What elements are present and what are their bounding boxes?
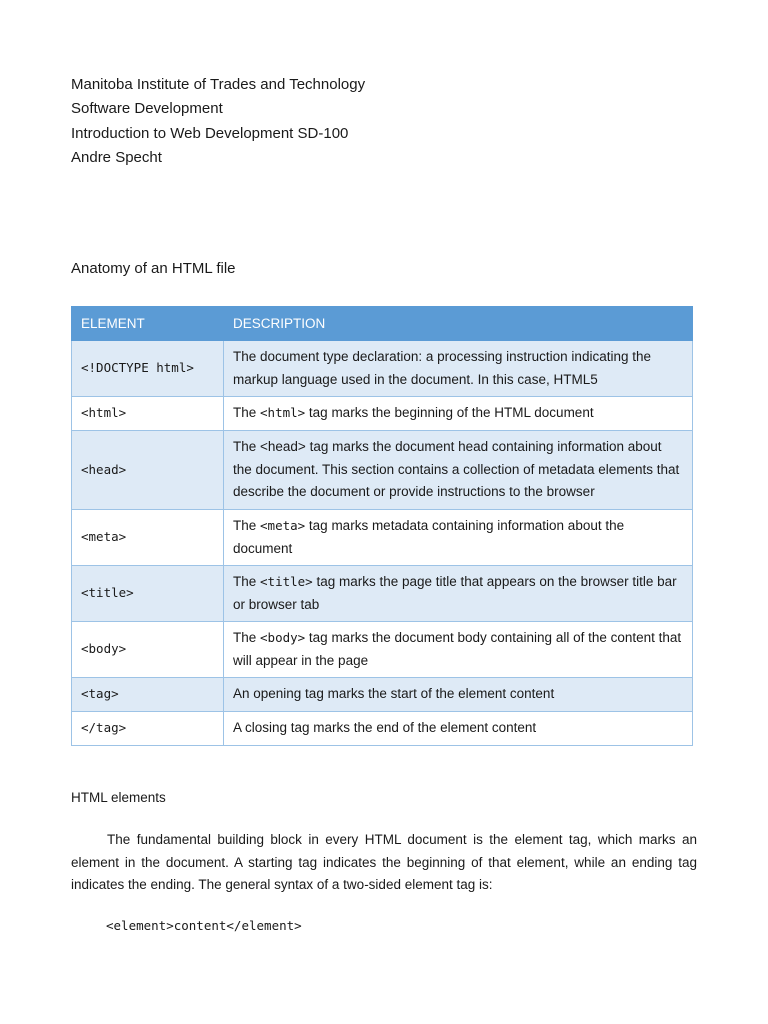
document-header — [71, 73, 365, 170]
description-text: The — [233, 405, 261, 421]
table-row — [72, 566, 693, 622]
table-row — [72, 397, 693, 431]
inline-code: <html> — [260, 405, 306, 421]
table-row — [72, 431, 693, 510]
element-cell: </tag> — [72, 712, 224, 746]
code-example: <element>content</element> — [106, 918, 302, 933]
html-elements-heading: HTML elements — [71, 790, 166, 805]
table-row — [72, 712, 693, 746]
author-name: Andre Specht — [71, 148, 162, 166]
description-cell — [224, 341, 693, 397]
column-header-description: DESCRIPTION — [224, 307, 693, 341]
description-text: The <head> tag marks the document head containing information about the document. This section contains a collection of metadata elements that describe the document or provide instructions to the browser — [233, 439, 680, 500]
institution-name: Manitoba Institute of Trades and Technology — [71, 76, 366, 93]
description-cell — [224, 622, 693, 678]
description-cell — [224, 510, 693, 566]
table-header-row — [72, 307, 693, 341]
program-name: Software Development — [71, 100, 223, 118]
description-text: The document type declaration: a processing instruction indicating the markup language used in the document. In this case, HTML5 — [233, 349, 651, 387]
description-text: A closing tag marks the end of the element content — [233, 720, 537, 736]
paragraph-text: The fundamental building block in every HTML document is the element tag, which marks an element in the document. A starting tag indicates the beginning of that element, while an ending tag indicates the ending. The general syntax of a two-sided element tag is: — [71, 832, 697, 893]
table-row — [72, 510, 693, 566]
description-cell — [224, 397, 693, 431]
description-text: tag marks the beginning of the HTML document — [305, 405, 594, 421]
element-cell: <html> — [72, 397, 224, 431]
description-text: The — [233, 518, 261, 533]
element-cell: <body> — [72, 622, 224, 678]
description-cell — [224, 431, 693, 510]
course-name: Introduction to Web Development SD-100 — [71, 124, 349, 142]
description-cell — [224, 712, 693, 746]
inline-code: <meta> — [260, 518, 306, 533]
description-text: An opening tag marks the start of the element content — [233, 686, 555, 702]
anatomy-table — [71, 306, 693, 746]
section-title: Anatomy of an HTML file — [71, 260, 236, 277]
element-cell: <tag> — [72, 678, 224, 712]
inline-code: <title> — [260, 574, 313, 589]
description-text: tag marks metadata containing information about the document — [233, 518, 625, 556]
description-text: The — [233, 630, 261, 645]
description-cell — [224, 678, 693, 712]
description-text: The — [233, 574, 261, 589]
element-cell: <!DOCTYPE html> — [72, 341, 224, 397]
description-text: tag marks the page title that appears on the browser title bar or browser tab — [233, 574, 677, 612]
element-cell: <meta> — [72, 510, 224, 566]
html-elements-paragraph — [71, 829, 697, 897]
table-row — [72, 622, 693, 678]
inline-code: <body> — [260, 630, 306, 645]
description-cell — [224, 566, 693, 622]
table-body — [72, 341, 693, 746]
column-header-element: ELEMENT — [72, 307, 224, 341]
table-row — [72, 341, 693, 397]
element-cell: <title> — [72, 566, 224, 622]
table-row — [72, 678, 693, 712]
description-text: tag marks the document body containing all of the content that will appear in the page — [233, 630, 682, 668]
element-cell: <head> — [72, 431, 224, 510]
